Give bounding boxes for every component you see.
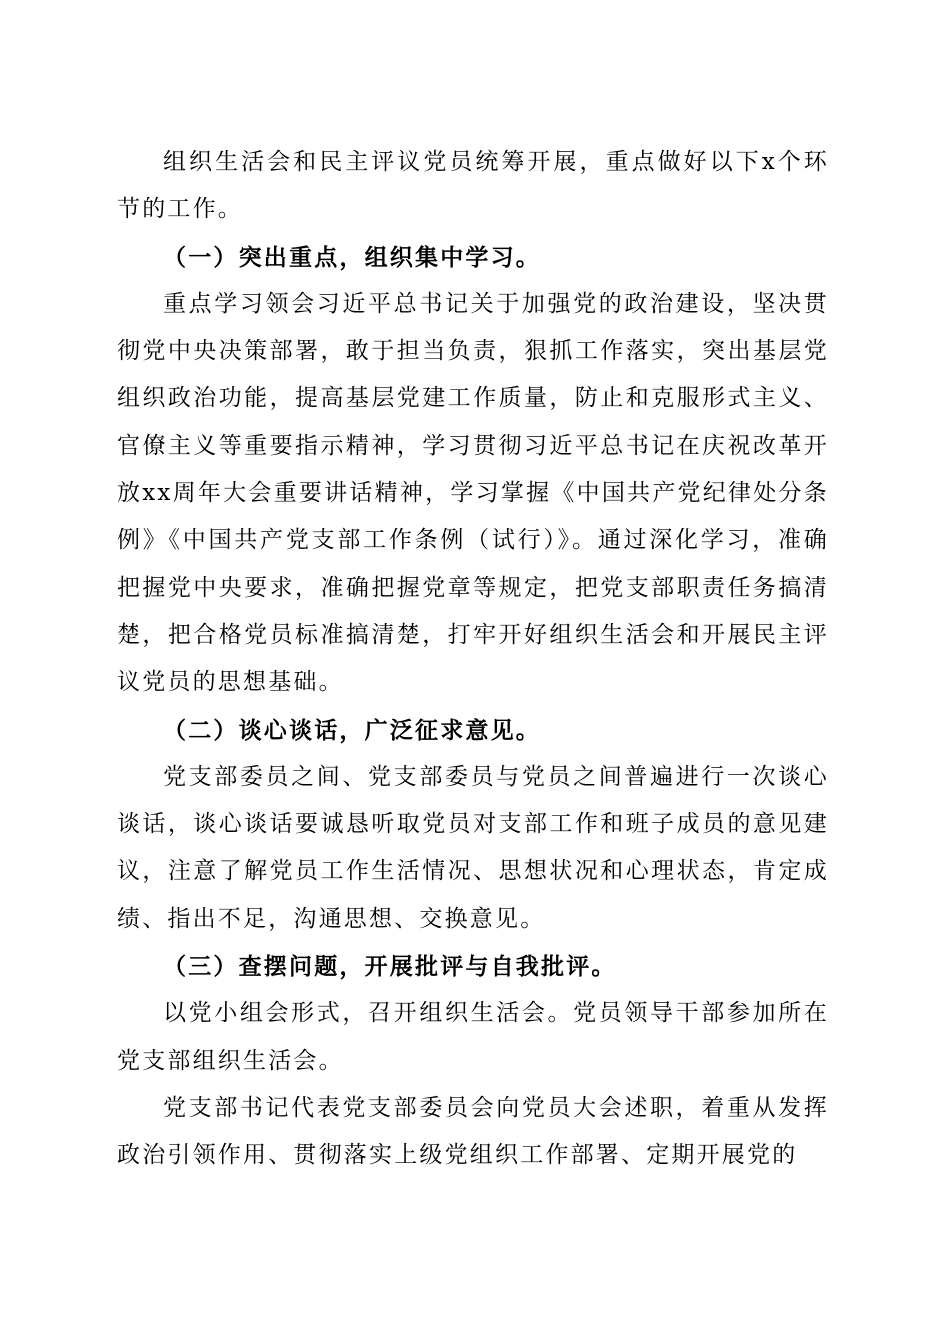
intro-paragraph: 组织生活会和民主评议党员统筹开展，重点做好以下x个环节的工作。 <box>117 149 829 223</box>
document-body <box>117 139 829 1180</box>
section-heading-3: （三）查摆问题，开展批评与自我批评。 <box>163 953 617 981</box>
section-3-paragraph-1: 以党小组会形式，召开组织生活会。党员领导干部参加所在党支部组织生活会。 <box>117 1000 829 1074</box>
section-heading-2: （二）谈心谈话，广泛征求意见。 <box>163 716 541 744</box>
section-heading-1: （一）突出重点，组织集中学习。 <box>163 243 541 271</box>
section-2-paragraph: 党支部委员之间、党支部委员与党员之间普遍进行一次谈心谈话，谈心谈话要诚恳听取党员对支部工作和班子成员的意见建议，注意了解党员工作生活情况、思想状况和心理状态，肯定成绩、指出不足，沟通思想、交换意见。 <box>117 763 829 932</box>
section-1-paragraph: 重点学习领会习近平总书记关于加强党的政治建设，坚决贯彻党中央决策部署，敢于担当负责，狠抓工作落实，突出基层党组织政治功能，提高基层党建工作质量，防止和克服形式主义、官僚主义等重要指示精神，学习贯彻习近平总书记在庆祝改革开放xx周年大会重要讲话精神，学习掌握《中国共产党纪律处分条例》《中国共产党支部工作条例（试行）》。通过深化学习，准确把握党中央要求，准确把握党章等规定，把党支部职责任务搞清楚，把合格党员标准搞清楚，打牢开好组织生活会和开展民主评议党员的思想基础。 <box>117 290 829 696</box>
section-3-paragraph-2: 党支部书记代表党支部委员会向党员大会述职，着重从发挥政治引领作用、贯彻落实上级党组织工作部署、定期开展党的 <box>117 1094 829 1169</box>
